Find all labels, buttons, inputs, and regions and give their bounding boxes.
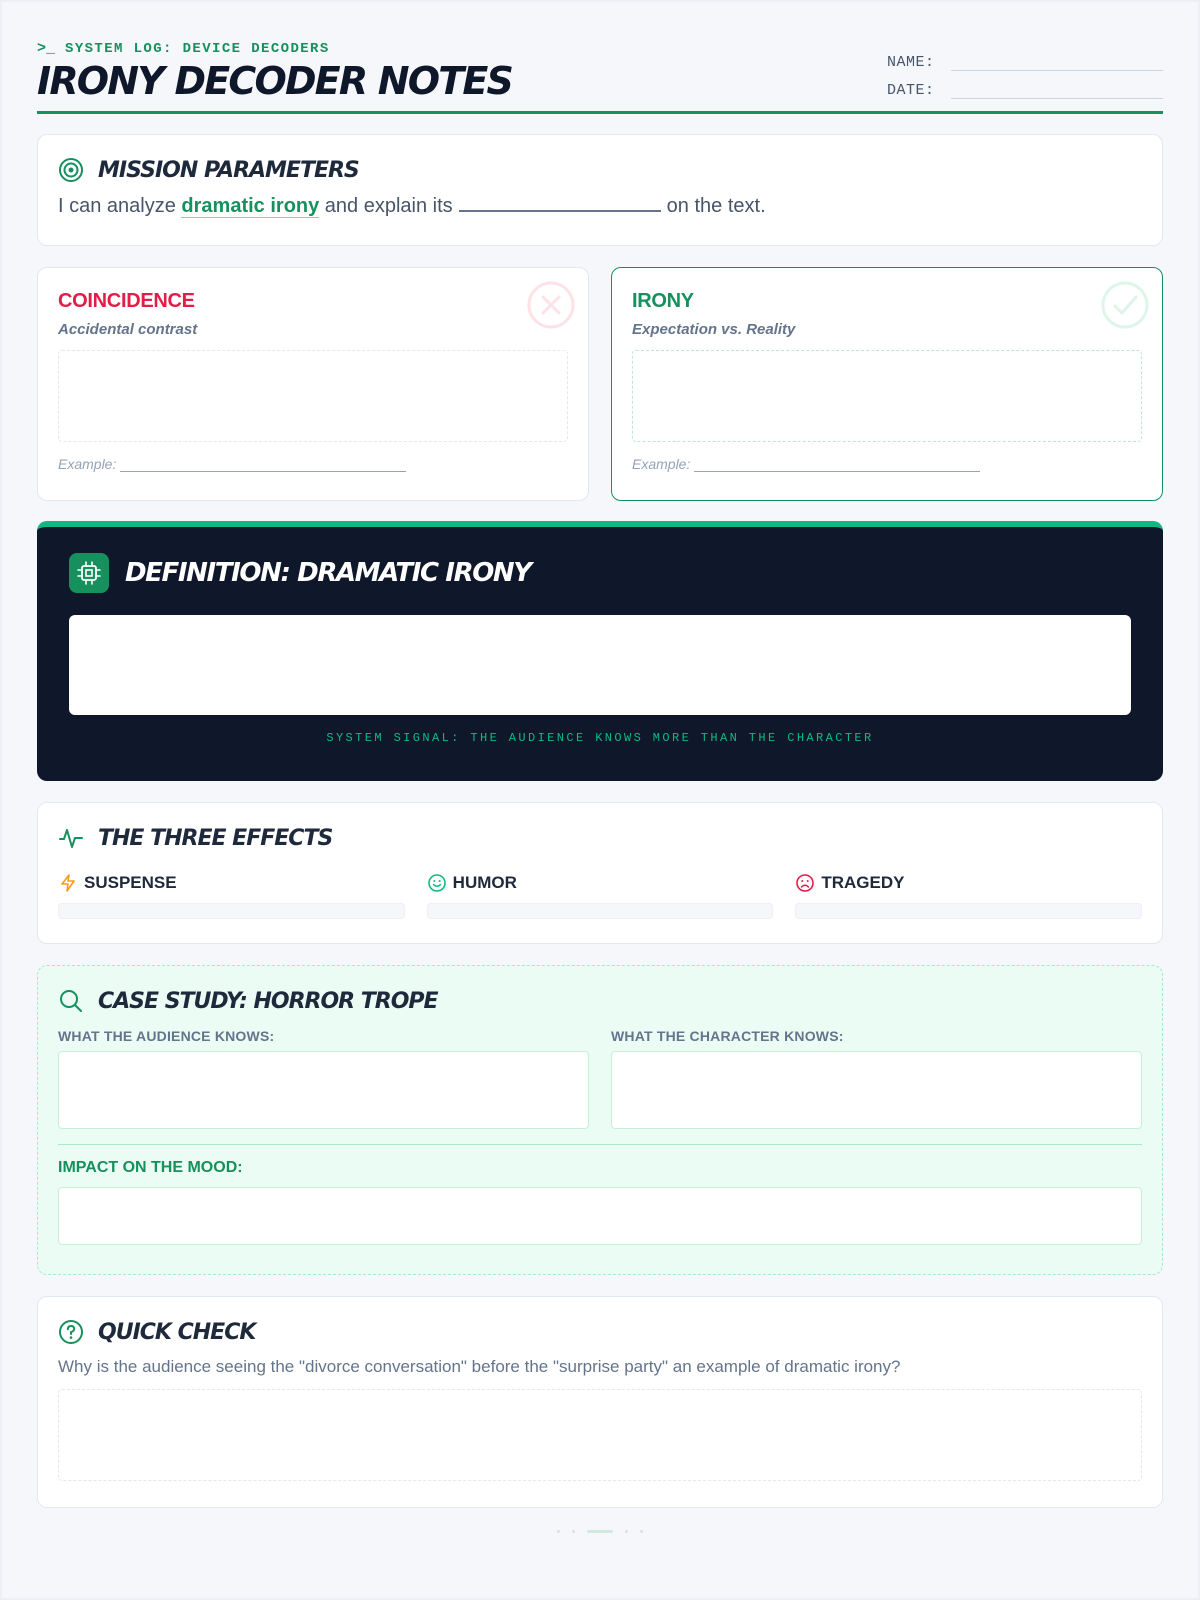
quick-check-title-text: QUICK CHECK [98, 1319, 256, 1345]
effect-tragedy-label: TRAGEDY [821, 873, 905, 892]
effect-humor-label: HUMOR [452, 873, 517, 892]
character-knows-box[interactable] [611, 1051, 1142, 1129]
case-study-card [37, 965, 1163, 1275]
coincidence-title: COINCIDENCE [58, 290, 195, 312]
page-dot [625, 1530, 628, 1533]
cpu-chip-icon [69, 553, 109, 593]
x-circle-icon [526, 280, 576, 330]
comparison-row [37, 267, 1163, 501]
quick-check-card [37, 1296, 1163, 1508]
system-signal-text: SYSTEM SIGNAL: THE AUDIENCE KNOWS MORE THAN THE CHARACTER [326, 731, 874, 745]
coincidence-example-line[interactable] [120, 460, 406, 472]
quick-check-title [58, 1319, 1142, 1345]
name-date-fields [887, 54, 1163, 101]
three-effects-card [37, 802, 1163, 944]
mission-highlight: dramatic irony [181, 195, 320, 217]
irony-subtitle: Expectation vs. Reality [632, 321, 796, 338]
case-study-title [58, 988, 1142, 1014]
impact-label: IMPACT ON THE MOOD: [58, 1159, 243, 1176]
irony-card [611, 267, 1163, 501]
page-dot [557, 1530, 560, 1533]
effect-tragedy-head [795, 873, 1142, 893]
definition-answer-box[interactable] [69, 615, 1131, 715]
irony-example-line[interactable] [694, 460, 980, 472]
name-input-line[interactable] [951, 55, 1163, 71]
irony-example-label: Example: [632, 456, 691, 472]
effect-suspense-label: SUSPENSE [84, 873, 177, 892]
help-circle-icon [58, 1319, 84, 1345]
character-knows-column [611, 1028, 1142, 1129]
page-title: IRONY DECODER NOTES [37, 59, 513, 103]
irony-title: IRONY [632, 290, 694, 312]
definition-title [69, 553, 1131, 593]
coincidence-example-label: Example: [58, 456, 117, 472]
case-study-columns [58, 1028, 1142, 1129]
coincidence-answer-box[interactable] [58, 350, 568, 442]
effect-suspense-head [58, 873, 405, 893]
audience-knows-column [58, 1028, 589, 1129]
effect-tragedy-answer[interactable] [795, 903, 1142, 919]
case-study-title-text: CASE STUDY: HORROR TROPE [98, 988, 438, 1014]
date-field[interactable] [887, 82, 1163, 99]
mission-title [58, 157, 1142, 183]
coincidence-subtitle: Accidental contrast [58, 321, 198, 338]
header-left [37, 40, 512, 101]
page-dot [572, 1530, 575, 1533]
target-icon [58, 157, 84, 183]
system-log-label [37, 40, 512, 57]
quick-check-question: Why is the audience seeing the "divorce conversation" before the "surprise party" an example of dramatic irony? [58, 1357, 901, 1376]
coincidence-card [37, 267, 589, 501]
effect-humor-answer[interactable] [427, 903, 774, 919]
lightning-icon [58, 873, 78, 893]
mission-text-before: I can analyze [58, 195, 182, 217]
effect-tragedy [795, 873, 1142, 919]
mission-text-middle: and explain its [319, 195, 453, 217]
impact-box[interactable] [58, 1187, 1142, 1245]
mission-text-after: on the text. [666, 195, 766, 217]
search-icon [58, 988, 84, 1014]
mission-blank-line[interactable] [459, 196, 661, 212]
audience-knows-box[interactable] [58, 1051, 589, 1129]
mission-title-text: MISSION PARAMETERS [98, 157, 359, 183]
irony-answer-box[interactable] [632, 350, 1142, 442]
name-label: NAME: [887, 54, 935, 71]
effects-title [58, 825, 1142, 851]
effect-suspense-answer[interactable] [58, 903, 405, 919]
coincidence-example [58, 456, 568, 472]
quick-check-answer-box[interactable] [58, 1389, 1142, 1481]
mission-parameters-card [37, 134, 1163, 246]
page-dot-active [587, 1530, 613, 1533]
effect-suspense [58, 873, 405, 919]
system-log-text: SYSTEM LOG: DEVICE DECODERS [65, 40, 330, 57]
worksheet-header [37, 36, 1163, 114]
frown-icon [795, 873, 815, 893]
page-dot [640, 1530, 643, 1533]
audience-knows-label: WHAT THE AUDIENCE KNOWS: [58, 1028, 275, 1044]
effects-row [58, 873, 1142, 919]
smile-icon [427, 873, 447, 893]
page-indicator-dots [0, 1530, 1200, 1533]
definition-panel [37, 521, 1163, 781]
activity-icon [58, 825, 84, 851]
check-circle-icon [1100, 280, 1150, 330]
definition-title-text: DEFINITION: DRAMATIC IRONY [125, 558, 531, 588]
effects-title-text: THE THREE EFFECTS [98, 825, 333, 851]
mission-statement [58, 195, 1142, 218]
irony-example [632, 456, 1142, 472]
date-input-line[interactable] [951, 83, 1163, 99]
effect-humor [427, 873, 774, 919]
character-knows-label: WHAT THE CHARACTER KNOWS: [611, 1028, 844, 1044]
name-field[interactable] [887, 54, 1163, 71]
date-label: DATE: [887, 82, 935, 99]
terminal-prompt-icon: >_ [37, 40, 56, 57]
case-study-divider [58, 1144, 1142, 1145]
effect-humor-head [427, 873, 774, 893]
